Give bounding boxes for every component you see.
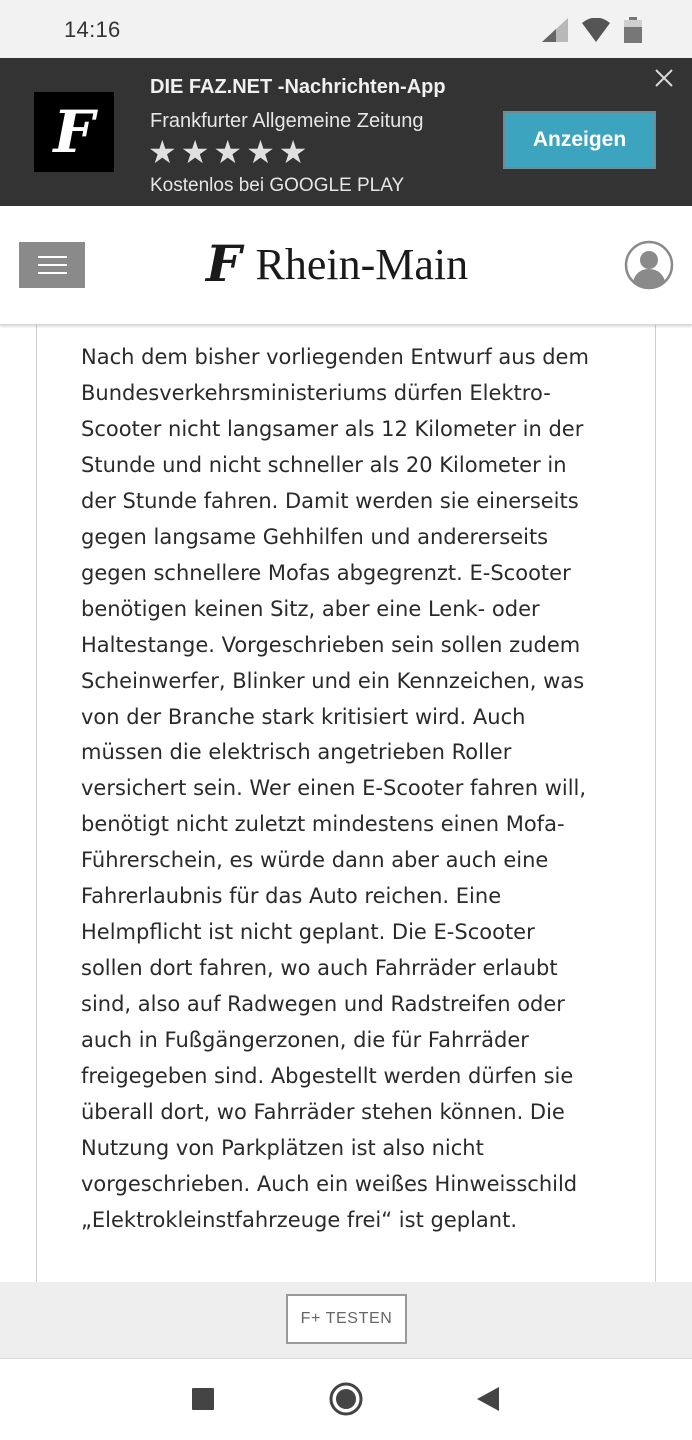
- wifi-icon: [582, 18, 610, 42]
- faz-logo-letter: F: [53, 98, 95, 166]
- triangle-back-icon: [477, 1387, 499, 1411]
- status-time: 14:16: [64, 17, 121, 42]
- status-icons: [542, 16, 642, 44]
- app-banner-publisher: Frankfurter Allgemeine Zeitung: [150, 110, 424, 132]
- square-recents-icon: [192, 1388, 214, 1410]
- site-logo[interactable]: [206, 236, 468, 292]
- app-banner-title: DIE FAZ.NET -Nachrichten-App: [150, 76, 446, 98]
- article-body: Nach dem bisher vorliegenden Entwurf aus dem Bundesverkehrsministeriums dürfen Elektro-Scooter nicht langsamer als 12 Kilometer in der Stunde und nicht schneller als 20 Kilometer in der Stunde fahren. Damit werden sie einerseits gegen langsame Gehhilfen und andererseits gegen schnellere Mofas abgegrenzt. E-Scooter benötigen keinen Sitz, aber eine Lenk- oder Haltestange. Vorgeschrieben sein sollen zudem Scheinwerfer, Blinker und ein Kennzeichen, was von der Branche stark kritisiert wird. Auch müssen die elektrisch angetrieben Roller versichert sein. Wer einen E-Scooter fahren will, benötigt nicht zuletzt mindestens einen Mofa-Führerschein, es würde dann aber auch eine Fahrerlaubnis für das Auto reichen. Eine Helmpflicht ist nicht geplant. Die E-Scooter sollen dort fahren, wo auch Fahrräder erlaubt sind, also auf Radwegen und Radstreifen oder auch in Fußgängerzonen, die für Fahrräder freigegeben sind. Abgestellt werden dürfen sie überall dort, wo Fahrräder stehen können. Die Nutzung von Parkplätzen ist also nicht vorgeschrieben. Auch ein weißes Hinweisschild „Elektrokleinstfahrzeuge frei“ ist geplant.: [81, 345, 589, 1232]
- site-header: [0, 206, 692, 325]
- battery-icon: [624, 17, 642, 43]
- close-icon: [655, 69, 673, 87]
- back-button[interactable]: [468, 1379, 508, 1419]
- system-nav-bar: [0, 1359, 692, 1440]
- home-button[interactable]: [326, 1379, 366, 1419]
- app-rating-stars: ★★★★★: [148, 134, 312, 170]
- status-bar: [0, 0, 692, 58]
- account-button[interactable]: [624, 240, 674, 290]
- app-banner-store-text: Kostenlos bei GOOGLE PLAY: [150, 175, 405, 196]
- section-title: Rhein-Main: [255, 239, 469, 289]
- user-avatar-icon: [624, 240, 674, 290]
- menu-button[interactable]: [19, 242, 85, 288]
- close-banner-button[interactable]: [652, 66, 676, 90]
- signal-icon: [542, 18, 568, 42]
- app-install-banner: [0, 58, 692, 206]
- install-app-button[interactable]: Anzeigen: [503, 111, 656, 169]
- subscription-bar: [0, 1282, 692, 1359]
- circle-home-icon: [329, 1382, 363, 1416]
- recents-button[interactable]: [183, 1379, 223, 1419]
- faz-logo-icon: F: [206, 234, 242, 293]
- faz-app-logo: [34, 92, 114, 172]
- fplus-trial-button[interactable]: F+ TESTEN: [286, 1294, 407, 1344]
